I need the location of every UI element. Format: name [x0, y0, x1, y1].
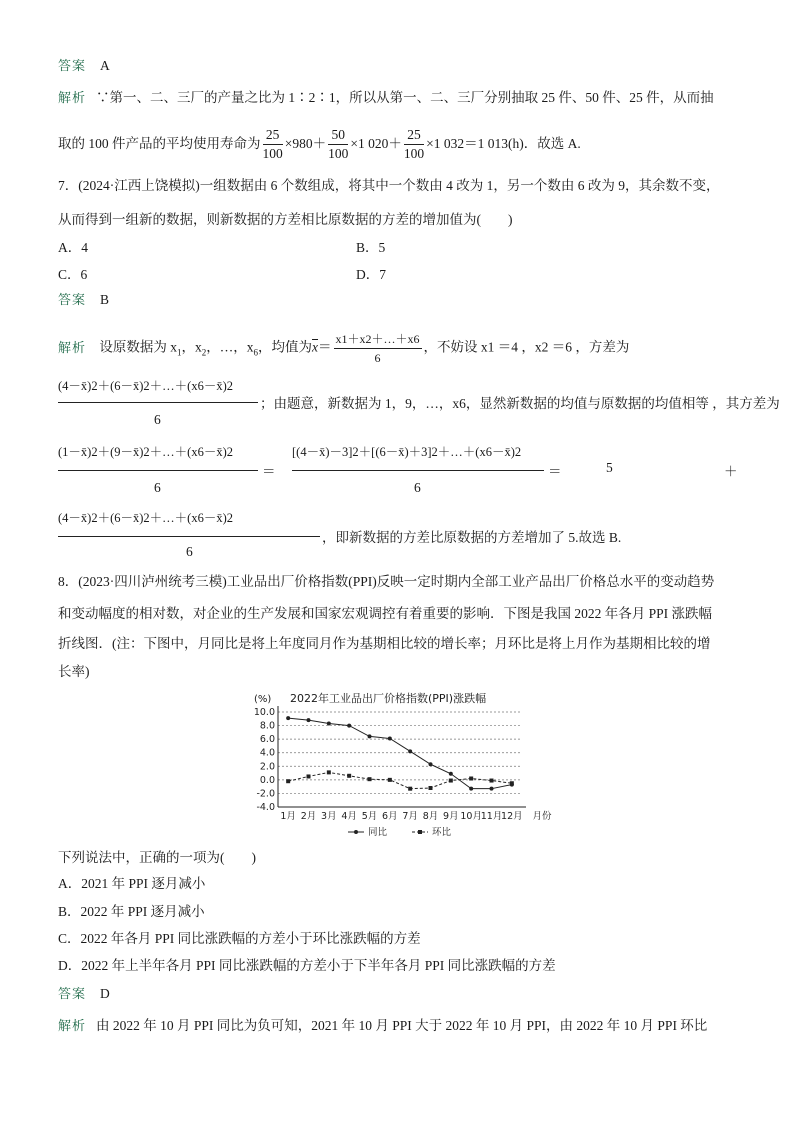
legend-marker: [354, 830, 358, 834]
mean-symbol: $\overline{x}$: [312, 339, 319, 355]
x-tick-label: 11月: [480, 811, 503, 822]
x-tick-label: 12月: [501, 811, 523, 822]
series-line-0: [288, 718, 512, 789]
q7-option-a: A．4: [58, 240, 88, 255]
var-last-denominator: 6: [186, 544, 193, 559]
equals-sign: ＝: [548, 464, 562, 479]
y-tick-label: 0.0: [259, 774, 275, 786]
data-point: [368, 734, 372, 738]
q8-stem-line-3: 折线图．(注：下图中，月同比是将上年度同月作为基期相比较的增长率；月环比是将上月作为基期相比较的增: [58, 636, 711, 651]
q8-question: 下列说法中，正确的一项为( ): [58, 850, 256, 865]
data-point: [510, 781, 514, 785]
data-point: [429, 786, 433, 790]
plus-sign: ＋: [724, 464, 738, 479]
answer-value: D: [100, 986, 110, 1001]
fraction-bar: [58, 536, 320, 537]
legend-label: 环比: [432, 827, 452, 838]
analysis-text: 由 2022 年 10 月 PPI 同比为负可知，2021 年 10 月 PPI 大于 2022 年 10 月 PPI，由 2022 年 10 月 PPI 环比: [96, 1018, 708, 1033]
q7-stem-line-1: 7．(2024·江西上饶模拟)一组数据由 6 个数组成，将其中一个数由 4 改为 1，另一个数由 6 改为 9，其余数不变，: [58, 178, 720, 193]
y-tick-label: 8.0: [259, 720, 275, 732]
var-new-denominator: 6: [154, 480, 161, 495]
x-tick-label: 8月: [422, 811, 439, 822]
data-point: [449, 772, 453, 776]
x-tick-label: 1月: [280, 811, 296, 822]
data-point: [327, 722, 331, 726]
y-tick-label: 6.0: [259, 734, 275, 746]
data-point: [388, 736, 392, 740]
fraction-bar: [58, 402, 258, 403]
data-point: [347, 724, 351, 728]
x-axis-label: 月份: [532, 811, 552, 822]
var-new-numerator: (1－x̄)2＋(9－x̄)2＋…＋(x6－x̄)2: [58, 445, 233, 459]
q8-answer-line: [58, 984, 110, 1005]
data-point: [286, 779, 290, 783]
fraction: $\frac{25}{100}$: [262, 127, 283, 162]
q6-analysis-line-1: [58, 88, 714, 109]
q7-answer-line: [58, 290, 109, 311]
var-last-numerator: (4－x̄)2＋(6－x̄)2＋…＋(x6－x̄)2: [58, 511, 233, 525]
x-tick-label: 4月: [341, 811, 357, 822]
chart-svg: [238, 688, 558, 844]
q8-analysis-line-1: [58, 1016, 707, 1037]
x-tick-label: 5月: [361, 811, 378, 822]
q8-option-a: A．2021 年 PPI 逐月减小: [58, 876, 206, 891]
y-axis-unit: (%): [254, 694, 272, 705]
var-orig-numerator: (4－x̄)2＋(6－x̄)2＋…＋(x6－x̄)2: [58, 379, 233, 393]
data-point: [490, 787, 494, 791]
x-tick-label: 2月: [300, 811, 317, 822]
q7-analysis-line-1: 解析 设原数据为 $x_1$，$x_2$，…，$x_6$，均值为$\overline{x}=$ $\frac{x1+x2+\dots+x6}{6}$ ，不妨设 x1 ＝4 ，x2 ＝6 ，方差为: [58, 332, 630, 365]
series-line-1: [288, 772, 512, 788]
q8-stem-line-4: 长率): [58, 664, 90, 679]
ppi-chart: [238, 688, 558, 844]
chart-title: 2022年工业品出厂价格指数(PPI)涨跌幅: [290, 692, 487, 705]
fraction-bar: [292, 470, 544, 471]
answer-label: 答案: [58, 987, 87, 1002]
data-point: [490, 779, 494, 783]
q7-analysis-line-2: ；由题意，新数据为 1，9，…，x6，显然新数据的均值与原数据的均值相等 ，其方差为: [260, 396, 780, 411]
x-tick-label: 6月: [382, 811, 398, 822]
x-tick-label: 10月: [460, 811, 482, 822]
data-point: [429, 762, 433, 766]
y-tick-label: -4.0: [256, 802, 275, 813]
q7-option-d: D．7: [356, 267, 386, 282]
x-tick-label: 3月: [321, 811, 337, 822]
answer-label: 答案: [58, 293, 87, 308]
q6-answer-line: [58, 56, 110, 77]
q8-option-d: D．2022 年上半年各月 PPI 同比涨跌幅的方差小于下半年各月 PPI 同比涨跌幅的方差: [58, 958, 556, 973]
fraction: $\frac{25}{100}$: [403, 127, 425, 162]
legend-label: 同比: [368, 827, 388, 838]
analysis-text: 取的 100 件产品的平均使用寿命为: [58, 136, 261, 151]
data-point: [408, 787, 412, 791]
x-tick-label: 7月: [402, 811, 418, 822]
q7-option-b: B．5: [356, 240, 386, 255]
answer-value: A: [100, 58, 110, 73]
q7-analysis-line-4: ，即新数据的方差比原数据的方差增加了 5.故选 B.: [322, 530, 622, 545]
y-tick-label: -2.0: [256, 788, 275, 800]
data-point: [368, 777, 372, 781]
var-orig-denominator: 6: [154, 412, 161, 427]
data-point: [307, 774, 311, 778]
data-point: [347, 774, 351, 778]
data-point: [327, 770, 331, 774]
data-point: [307, 718, 311, 722]
y-tick-label: 10.0: [253, 707, 275, 718]
data-point: [408, 749, 412, 753]
data-point: [388, 778, 392, 782]
y-tick-label: 4.0: [259, 747, 275, 759]
data-point: [286, 716, 290, 720]
analysis-text: ∵第一、二、三厂的产量之比为 1∶2∶1，所以从第一、二、三厂分别抽取 25 件、50 件、25 件，从而抽: [96, 90, 714, 105]
var-expanded-denominator: 6: [414, 480, 421, 495]
fraction: $\frac{50}{100}$: [328, 127, 349, 162]
var-expanded-numerator: [(4－x̄)－3]2＋[(6－x̄)＋3]2＋…＋(x6－x̄)2: [292, 445, 522, 459]
q6-analysis-line-2: 取的 100 件产品的平均使用寿命为 $\frac{25}{100}$ ×980＋ $\frac{50}{100}$ ×1 020＋ $\frac{25}{100}$ ×1 032＝1 013(h)．故选 A.: [58, 127, 581, 162]
data-point: [449, 779, 453, 783]
q8-option-b: B．2022 年 PPI 逐月减小: [58, 904, 205, 919]
answer-label: 答案: [58, 59, 87, 74]
q7-stem-line-2: 从而得到一组新的数据，则新数据的方差相比原数据的方差的增加值为( ): [58, 212, 513, 227]
analysis-label: 解析: [58, 1019, 87, 1034]
answer-value: B: [100, 292, 110, 307]
q8-stem-line-2: 和变动幅度的相对数，对企业的生产发展和国家宏观调控有着重要的影响．下图是我国 2022 年各月 PPI 涨跌幅: [58, 606, 713, 621]
analysis-label: 解析: [58, 91, 87, 106]
analysis-label: 解析: [58, 340, 87, 356]
fraction-bar: [58, 470, 258, 471]
mean-fraction: $\frac{x1+x2+\dots+x6}{6}$: [335, 332, 420, 365]
x-tick-label: 9月: [443, 811, 459, 822]
legend-marker: [418, 830, 422, 834]
five-value: 5: [606, 460, 613, 475]
equals-sign: ＝: [262, 464, 276, 479]
q8-stem-line-1: 8．(2023·四川泸州统考三模)工业品出厂价格指数(PPI)反映一定时期内全部工业产品出厂价格总水平的变动趋势: [58, 574, 715, 589]
data-point: [469, 777, 473, 781]
y-tick-label: 2.0: [259, 761, 275, 773]
q8-option-c: C．2022 年各月 PPI 同比涨跌幅的方差小于环比涨跌幅的方差: [58, 931, 421, 946]
data-point: [469, 787, 473, 791]
q7-option-c: C．6: [58, 267, 88, 282]
